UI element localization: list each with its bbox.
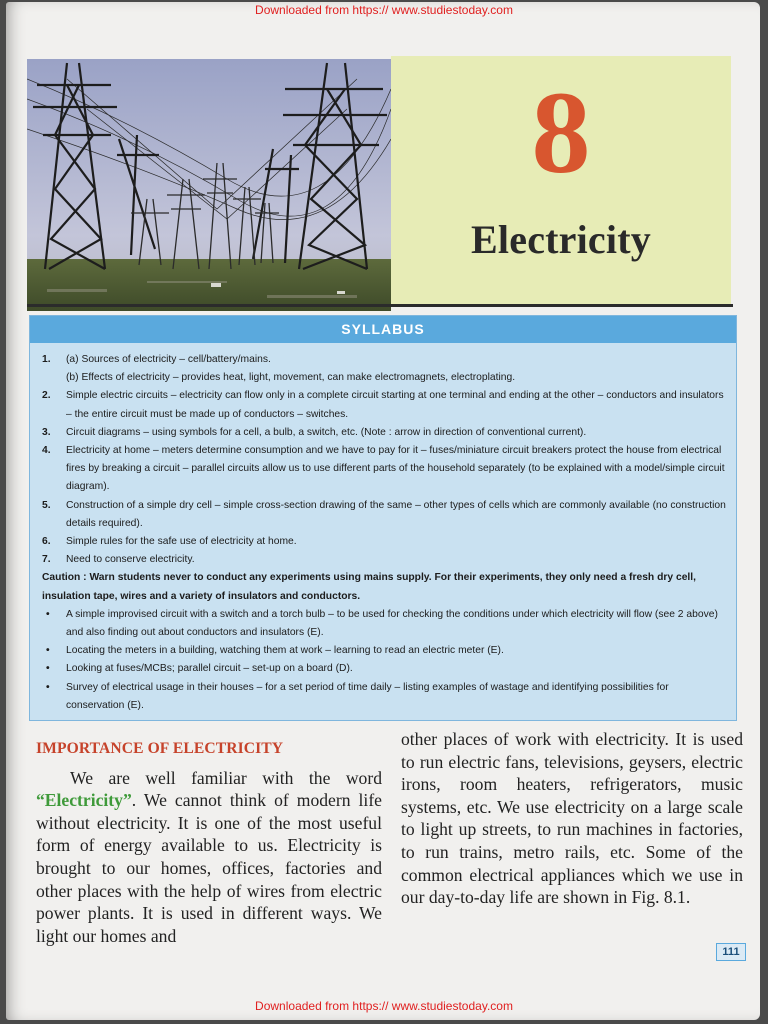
chapter-title: Electricity	[471, 217, 651, 262]
syllabus-item-number: 4.	[42, 445, 51, 457]
syllabus-item-number: 7.	[42, 554, 51, 566]
syllabus-item-text: (b) Effects of electricity – provides heat, light, movement, can make electromagnets, electroplating.	[66, 372, 516, 384]
syllabus-heading: SYLLABUS	[30, 316, 736, 343]
bullet-icon: •	[46, 645, 50, 657]
header-divider	[27, 304, 733, 307]
syllabus-item-text: Construction of a simple dry cell – simple cross-section drawing of the same – other types of cells which are commonly available (no construction details required).	[66, 499, 726, 529]
download-notice-top[interactable]: Downloaded from https:// www.studiestoday.com	[255, 3, 513, 17]
page-number: 111	[716, 943, 746, 961]
syllabus-item-text: (a) Sources of electricity – cell/battery/mains.	[66, 354, 271, 365]
paragraph-rest: . We cannot think of modern life without electricity. It is one of the most useful form of energy available to us. Electricity is brought to our homes, offices, factories and other places with the help of wires from electric power plants. It is used in different ways. We light our homes and	[36, 790, 382, 946]
syllabus-item	[42, 424, 726, 442]
syllabus-content	[30, 343, 736, 715]
syllabus-item	[42, 551, 726, 569]
syllabus-item	[42, 442, 726, 497]
syllabus-item-number: 5.	[42, 499, 51, 511]
syllabus-box	[29, 315, 737, 721]
syllabus-item-text: Simple electric circuits – electricity can flow only in a complete circuit starting at one terminal and ending at the other – conductors and insulators – the entire circuit must be made up of conductors – switches.	[66, 390, 724, 420]
syllabus-caution: Caution : Warn students never to conduct any experiments using mains supply. For their experiments, they only need a fresh dry cell, insulation tape, wires and a variety of insulators and conductors.	[42, 572, 696, 602]
syllabus-bullet	[42, 606, 726, 642]
section-heading: IMPORTANCE OF ELECTRICITY	[36, 740, 284, 757]
paragraph-left	[36, 767, 382, 948]
bullet-icon: •	[46, 608, 50, 620]
syllabus-item-text: Need to conserve electricity.	[66, 554, 195, 566]
syllabus-item	[42, 533, 726, 551]
syllabus-bullet-text: Looking at fuses/MCBs; parallel circuit – set-up on a board (D).	[66, 663, 353, 675]
bullet-icon: •	[46, 681, 50, 693]
paragraph-right: other places of work with electricity. It is used to run electric fans, televisions, geysers, electric irons, room heaters, refrigerators, music systems, etc. We use electricity on a large scale to light up streets, to run machines in factories, to run trains, metro rails, etc. Some of the common electrical appliances which we use in our day-to-day life are shown in Fig. 8.1.	[401, 729, 743, 908]
syllabus-bullet	[42, 679, 726, 715]
chapter-number: 8	[531, 67, 591, 198]
syllabus-item-number: 1.	[42, 354, 51, 365]
syllabus-item-text: Electricity at home – meters determine consumption and we have to pay for it – fuses/miniature circuit breakers protect the house from electrical fires by breaking a circuit – parallel circuits allow us to use different parts of the household separately (to be explained with a model/simple circuit diagram).	[66, 445, 725, 493]
syllabus-item-number: 6.	[42, 536, 51, 548]
body-column-left	[36, 738, 382, 947]
syllabus-item-number: 3.	[42, 426, 51, 438]
syllabus-bullet	[42, 642, 726, 660]
syllabus-bullet	[42, 660, 726, 678]
syllabus-bullet-text: Locating the meters in a building, watching them at work – learning to read an electric meter (E).	[66, 645, 504, 657]
syllabus-item	[42, 351, 726, 369]
transmission-towers-photo	[27, 59, 391, 311]
syllabus-item-text: Simple rules for the safe use of electricity at home.	[66, 536, 297, 548]
power-tower-illustration	[27, 59, 391, 311]
syllabus-item	[42, 369, 726, 387]
syllabus-bullet-text: A simple improvised circuit with a switch and a torch bulb – to be used for checking the conditions under which electricity will flow (see 2 above) and also finding out about conductors and insulators (E).	[66, 608, 718, 639]
highlight-word: “Electricity”	[36, 790, 132, 811]
syllabus-item	[42, 387, 726, 423]
syllabus-bullet-text: Survey of electrical usage in their houses – for a set period of time daily – listing examples of wastage and identifying possibilities for conservation (E).	[66, 681, 669, 711]
syllabus-item	[42, 497, 726, 533]
bullet-icon: •	[46, 663, 50, 675]
body-column-right	[401, 728, 743, 909]
syllabus-item-text: Circuit diagrams – using symbols for a cell, a bulb, a switch, etc. (Note : arrow in direction of conventional current).	[66, 426, 587, 438]
download-notice-bottom[interactable]: Downloaded from https:// www.studiestoday.com	[255, 999, 513, 1013]
paragraph-start: We are well familiar with the word	[70, 767, 382, 788]
syllabus-item-number: 2.	[42, 390, 51, 402]
chapter-title-box	[391, 56, 731, 304]
